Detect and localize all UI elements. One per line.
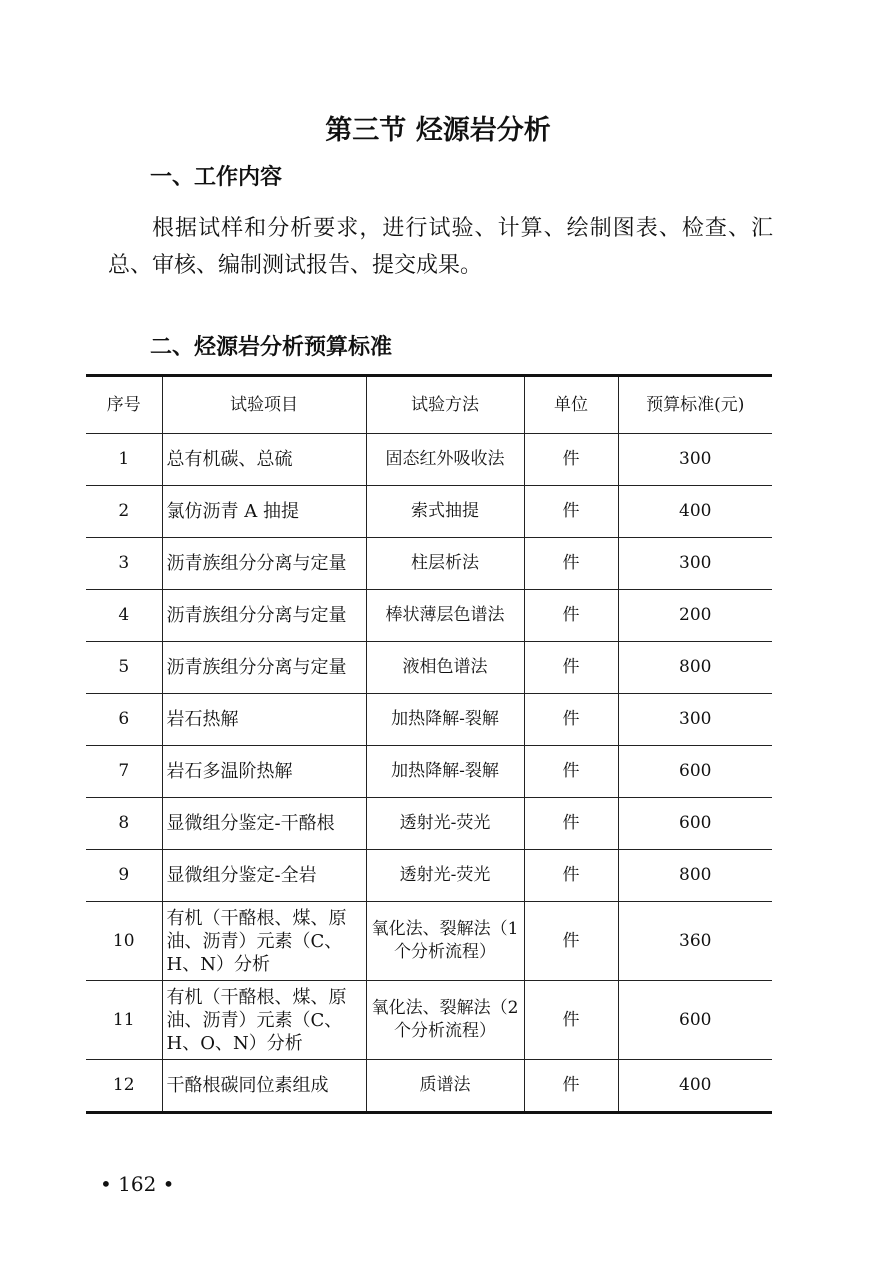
cell-unit: 件 <box>524 694 618 746</box>
cell-price: 200 <box>618 590 772 642</box>
cell-price: 600 <box>618 798 772 850</box>
cell-price: 360 <box>618 902 772 981</box>
header-price: 预算标准(元) <box>618 376 772 434</box>
cell-method: 加热降解-裂解 <box>366 746 524 798</box>
cell-unit: 件 <box>524 850 618 902</box>
table-row <box>86 746 772 798</box>
cell-item: 有机（干酪根、煤、原油、沥青）元素（C、H、N）分析 <box>162 902 366 981</box>
cell-no: 7 <box>86 746 162 798</box>
cell-item: 氯仿沥青 A 抽提 <box>162 486 366 538</box>
cell-no: 3 <box>86 538 162 590</box>
cell-item: 岩石多温阶热解 <box>162 746 366 798</box>
budget-table <box>86 374 772 1114</box>
cell-method: 液相色谱法 <box>366 642 524 694</box>
cell-price: 600 <box>618 746 772 798</box>
page-number: • 162 • <box>100 1172 175 1196</box>
cell-price: 300 <box>618 694 772 746</box>
cell-method: 质谱法 <box>366 1060 524 1113</box>
cell-price: 400 <box>618 486 772 538</box>
table-row <box>86 486 772 538</box>
heading-budget-standard: 二、烃源岩分析预算标准 <box>150 335 393 360</box>
cell-no: 5 <box>86 642 162 694</box>
cell-method: 透射光-荧光 <box>366 798 524 850</box>
cell-unit: 件 <box>524 642 618 694</box>
table-row <box>86 434 772 486</box>
cell-method: 柱层析法 <box>366 538 524 590</box>
header-no: 序号 <box>86 376 162 434</box>
cell-unit: 件 <box>524 434 618 486</box>
heading-work-content: 一、工作内容 <box>150 165 283 190</box>
cell-unit: 件 <box>524 486 618 538</box>
table-row <box>86 798 772 850</box>
cell-item: 沥青族组分分离与定量 <box>162 538 366 590</box>
cell-item: 干酪根碳同位素组成 <box>162 1060 366 1113</box>
cell-no: 2 <box>86 486 162 538</box>
cell-unit: 件 <box>524 798 618 850</box>
section-title: 第三节 烃源岩分析 <box>325 115 551 146</box>
header-item: 试验项目 <box>162 376 366 434</box>
table-row <box>86 850 772 902</box>
cell-no: 6 <box>86 694 162 746</box>
table-row <box>86 694 772 746</box>
cell-unit: 件 <box>524 902 618 981</box>
cell-price: 600 <box>618 981 772 1060</box>
cell-item: 有机（干酪根、煤、原油、沥青）元素（C、H、O、N）分析 <box>162 981 366 1060</box>
cell-no: 11 <box>86 981 162 1060</box>
cell-item: 沥青族组分分离与定量 <box>162 642 366 694</box>
table-row <box>86 981 772 1060</box>
cell-unit: 件 <box>524 538 618 590</box>
cell-item: 显微组分鉴定-干酪根 <box>162 798 366 850</box>
cell-price: 300 <box>618 538 772 590</box>
cell-method: 氧化法、裂解法（1个分析流程） <box>366 902 524 981</box>
cell-method: 棒状薄层色谱法 <box>366 590 524 642</box>
cell-unit: 件 <box>524 1060 618 1113</box>
cell-item: 总有机碳、总硫 <box>162 434 366 486</box>
cell-price: 400 <box>618 1060 772 1113</box>
cell-item: 显微组分鉴定-全岩 <box>162 850 366 902</box>
header-method: 试验方法 <box>366 376 524 434</box>
cell-no: 9 <box>86 850 162 902</box>
cell-item: 岩石热解 <box>162 694 366 746</box>
cell-no: 12 <box>86 1060 162 1113</box>
cell-price: 300 <box>618 434 772 486</box>
table-row <box>86 642 772 694</box>
cell-no: 1 <box>86 434 162 486</box>
cell-method: 加热降解-裂解 <box>366 694 524 746</box>
cell-price: 800 <box>618 642 772 694</box>
cell-item: 沥青族组分分离与定量 <box>162 590 366 642</box>
work-content-paragraph: 根据试样和分析要求，进行试验、计算、绘制图表、检查、汇总、审核、编制测试报告、提交成果。 <box>108 216 773 278</box>
cell-unit: 件 <box>524 590 618 642</box>
table-row <box>86 902 772 981</box>
table-header-row <box>86 376 772 434</box>
table-row <box>86 590 772 642</box>
cell-no: 10 <box>86 902 162 981</box>
header-unit: 单位 <box>524 376 618 434</box>
table-row <box>86 1060 772 1113</box>
cell-method: 透射光-荧光 <box>366 850 524 902</box>
cell-no: 8 <box>86 798 162 850</box>
cell-method: 索式抽提 <box>366 486 524 538</box>
cell-unit: 件 <box>524 746 618 798</box>
cell-price: 800 <box>618 850 772 902</box>
cell-method: 氧化法、裂解法（2个分析流程） <box>366 981 524 1060</box>
table-row <box>86 538 772 590</box>
cell-unit: 件 <box>524 981 618 1060</box>
cell-method: 固态红外吸收法 <box>366 434 524 486</box>
cell-no: 4 <box>86 590 162 642</box>
